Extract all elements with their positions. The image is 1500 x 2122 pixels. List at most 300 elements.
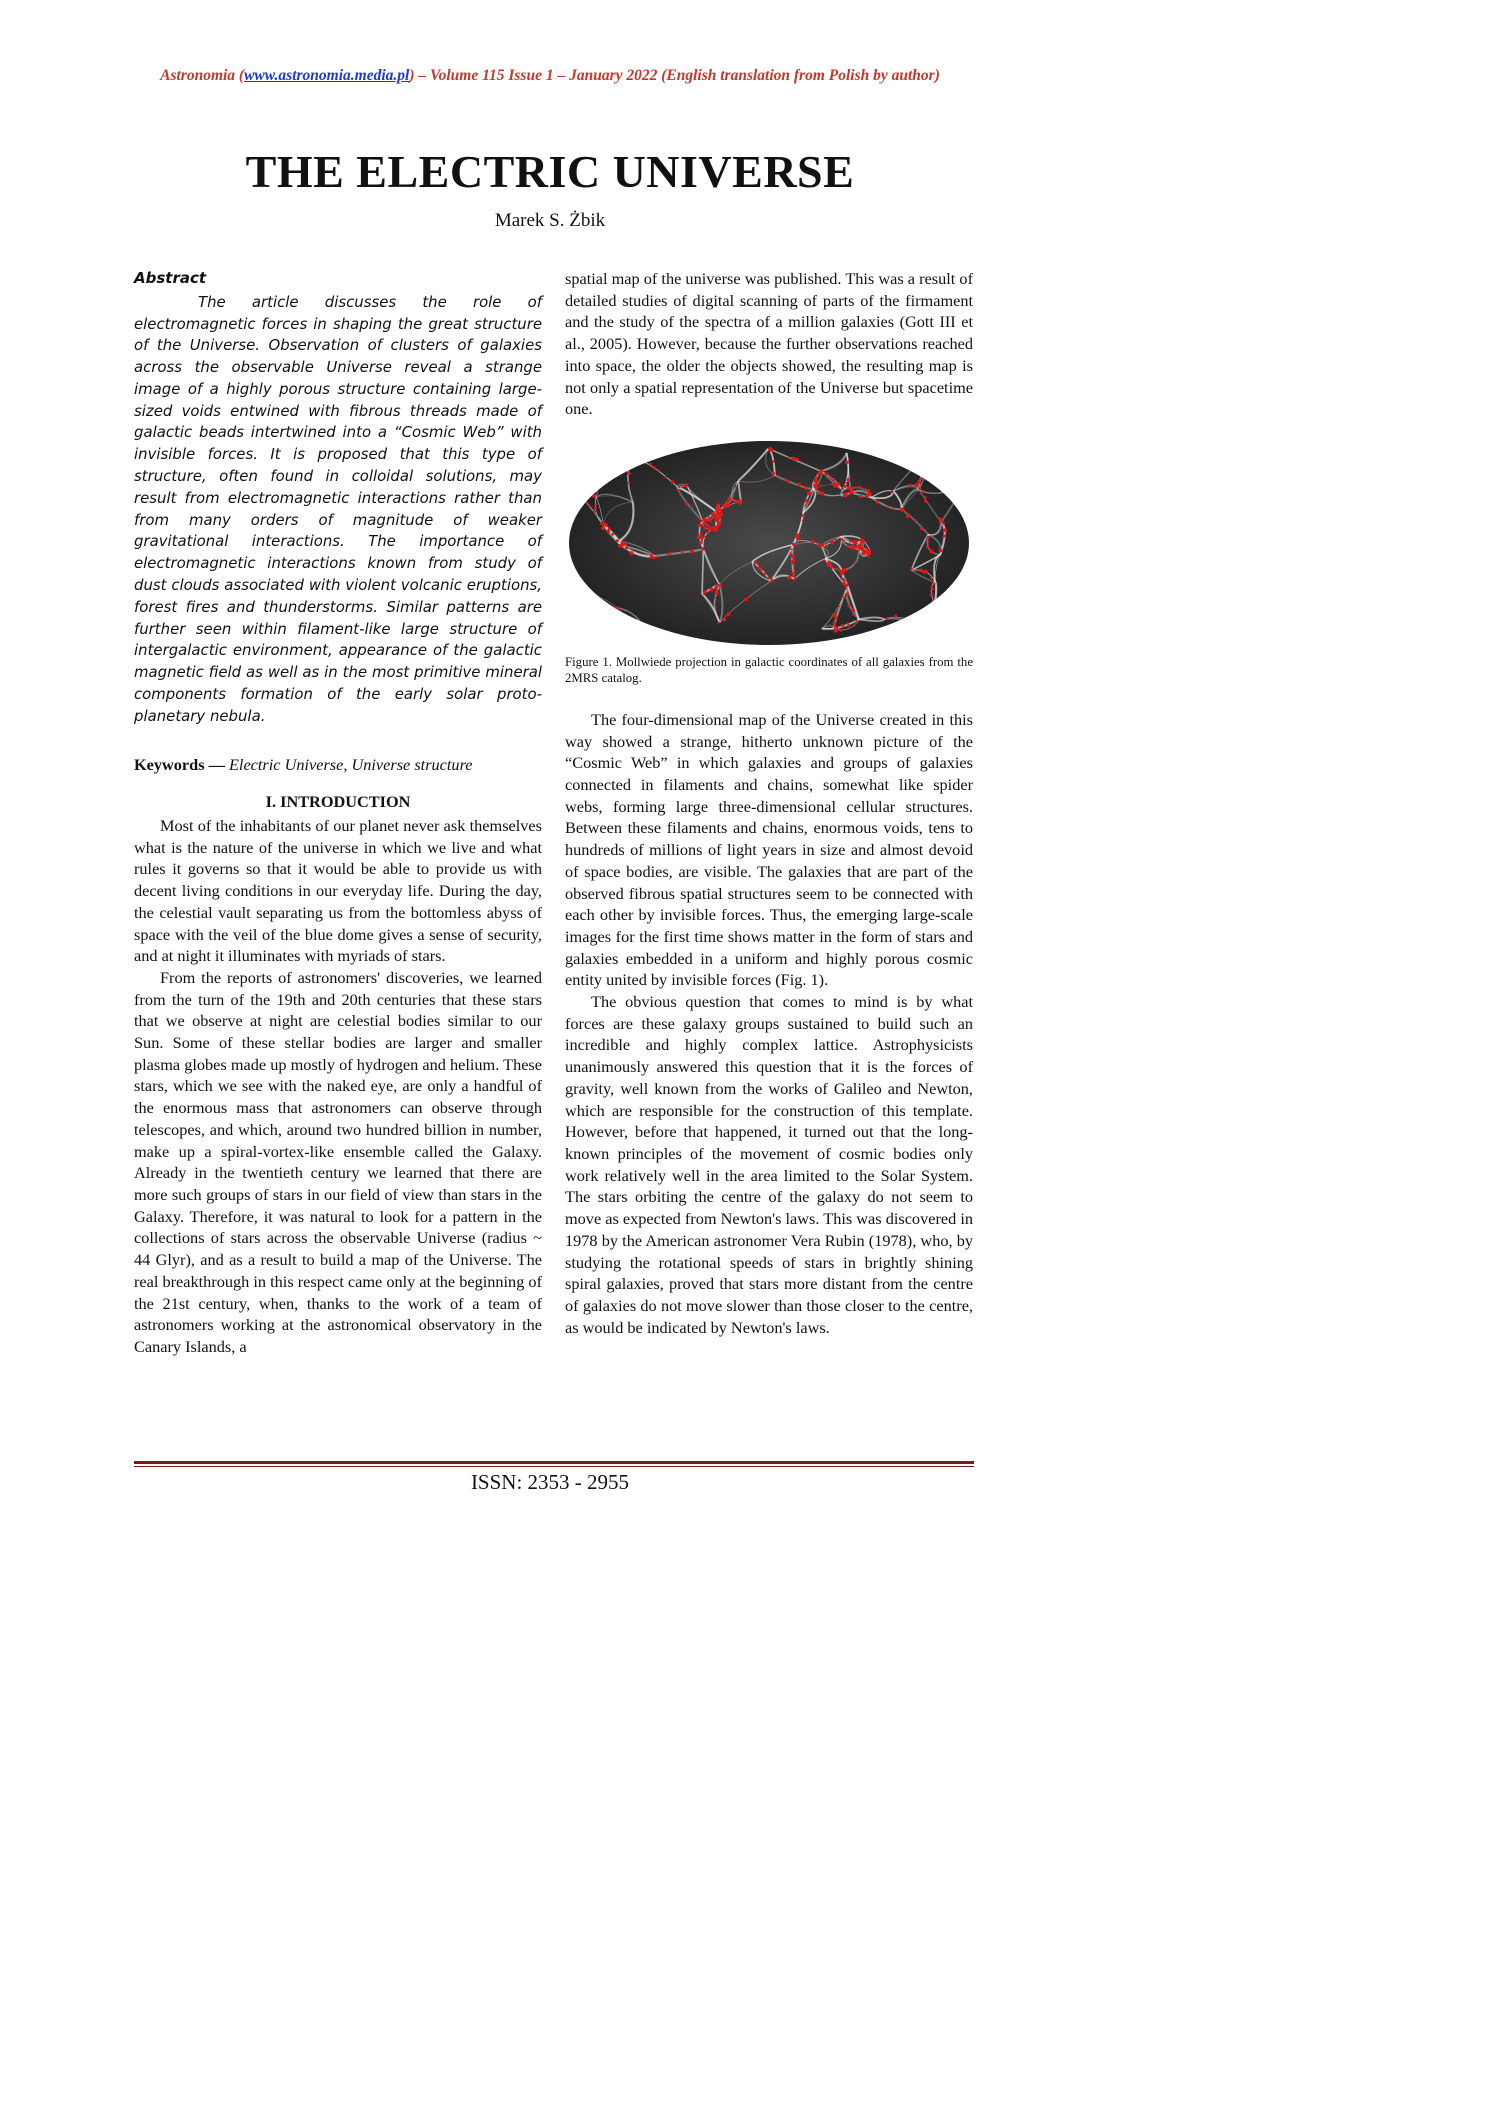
- galaxy-cluster-dot: [690, 506, 692, 508]
- galaxy-cluster-dot: [831, 482, 834, 485]
- galaxy-cluster-dot: [714, 512, 715, 513]
- galaxy-cluster-dot: [623, 627, 627, 631]
- galaxy-cluster-dot: [791, 569, 793, 571]
- galaxy-cluster-dot: [732, 499, 734, 501]
- galaxy-cluster-dot: [587, 604, 591, 608]
- galaxy-cluster-dot: [797, 483, 801, 487]
- filament-strand: [573, 624, 581, 627]
- galaxy-cluster-dot: [594, 507, 597, 510]
- galaxy-cluster-dot: [707, 515, 710, 518]
- galaxy-cluster-dot: [838, 482, 840, 484]
- galaxy-cluster-dot: [588, 504, 590, 506]
- galaxy-cluster-dot: [593, 510, 596, 513]
- galaxy-cluster-dot: [594, 447, 597, 450]
- galaxy-cluster-dot: [821, 471, 823, 473]
- galaxy-cluster-dot: [620, 617, 623, 620]
- galaxy-cluster-dot: [581, 623, 585, 627]
- galaxy-cluster-dot: [929, 623, 933, 627]
- galaxy-cluster-dot: [929, 452, 931, 454]
- galaxy-cluster-dot: [619, 631, 621, 633]
- galaxy-cluster-dot: [720, 513, 723, 516]
- galaxy-cluster-dot: [807, 492, 810, 495]
- filament-strand: [615, 607, 616, 627]
- galaxy-cluster-dot: [703, 522, 706, 525]
- galaxy-cluster-dot: [928, 452, 931, 455]
- keywords-label: Keywords —: [134, 754, 225, 774]
- galaxy-cluster-dot: [805, 499, 809, 503]
- galaxy-cluster-dot: [701, 536, 704, 539]
- galaxy-cluster-dot: [857, 622, 858, 623]
- galaxy-cluster-dot: [846, 545, 849, 548]
- galaxy-cluster-dot: [887, 506, 889, 508]
- galaxy-cluster-dot: [792, 560, 794, 562]
- galaxy-cluster-dot: [754, 561, 758, 565]
- galaxy-cluster-dot: [579, 619, 583, 623]
- galaxy-cluster-dot: [856, 546, 859, 549]
- galaxy-cluster-dot: [698, 517, 701, 520]
- galaxy-cluster-dot: [616, 539, 619, 542]
- galaxy-cluster-dot: [573, 624, 576, 627]
- galaxy-cluster-dot: [924, 496, 926, 498]
- filament-strand: [577, 442, 603, 492]
- galaxy-cluster-dot: [770, 580, 772, 582]
- galaxy-cluster-dot: [842, 599, 844, 601]
- galaxy-cluster-dot: [914, 483, 916, 485]
- galaxy-cluster-dot: [690, 549, 694, 553]
- galaxy-cluster-dot: [847, 604, 850, 607]
- galaxy-cluster-dot: [629, 634, 631, 636]
- galaxy-cluster-dot: [757, 566, 760, 569]
- galaxy-cluster-dot: [665, 476, 667, 478]
- galaxy-cluster-dot: [575, 619, 579, 623]
- galaxy-cluster-dot: [579, 622, 581, 624]
- galaxy-cluster-dot: [703, 526, 705, 528]
- galaxy-cluster-dot: [802, 514, 804, 516]
- galaxy-cluster-dot: [716, 610, 718, 612]
- filament-strand: [929, 453, 963, 486]
- galaxy-cluster-dot: [788, 576, 791, 579]
- galaxy-cluster-dot: [669, 551, 672, 554]
- galaxy-cluster-dot: [626, 452, 628, 454]
- galaxy-cluster-dot: [655, 556, 657, 558]
- galaxy-cluster-dot: [921, 493, 924, 496]
- galaxy-cluster-dot: [615, 624, 617, 626]
- galaxy-cluster-dot: [613, 445, 616, 448]
- galaxy-cluster-dot: [704, 518, 708, 522]
- galaxy-cluster-dot: [583, 618, 585, 620]
- galaxy-cluster-dot: [600, 521, 604, 525]
- galaxy-cluster-dot: [925, 617, 928, 620]
- galaxy-cluster-dot: [594, 503, 597, 506]
- galaxy-cluster-dot: [804, 505, 805, 506]
- galaxy-cluster-dot: [622, 628, 626, 632]
- galaxy-cluster-dot: [794, 569, 795, 570]
- galaxy-cluster-dot: [630, 551, 634, 555]
- galaxy-cluster-dot: [579, 494, 580, 495]
- galaxy-cluster-dot: [616, 447, 618, 449]
- galaxy-cluster-dot: [606, 525, 608, 527]
- galaxy-cluster-dot: [804, 487, 807, 490]
- section-heading-introduction: I. INTRODUCTION: [265, 792, 411, 812]
- galaxy-cluster-dot: [833, 624, 836, 627]
- galaxy-cluster-dot: [799, 542, 802, 545]
- galaxy-cluster-dot: [626, 631, 629, 634]
- galaxy-cluster-dot: [853, 562, 855, 564]
- galaxy-cluster-dot: [599, 600, 601, 602]
- galaxy-cluster-dot: [630, 463, 632, 465]
- galaxy-cluster-dot: [649, 557, 650, 558]
- galaxy-cluster-dot: [667, 554, 670, 557]
- galaxy-cluster-dot: [919, 623, 922, 626]
- filament-strand: [574, 597, 593, 626]
- galaxy-cluster-dot: [699, 541, 703, 545]
- galaxy-cluster-dot: [653, 466, 656, 469]
- galaxy-cluster-dot: [583, 469, 585, 471]
- galaxy-cluster-dot: [891, 490, 894, 493]
- galaxy-cluster-dot: [734, 501, 736, 503]
- galaxy-cluster-dot: [923, 619, 925, 621]
- intro-paragraph-4: The obvious question that comes to mind is by what forces are these galaxy groups sustained to build such an incredible and highly complex lattice. Astrophysicists unanimously answered this question that it is the forces of gravity, well known from the works of Galileo and Newton, which are responsible for the construction of this template. However, before that happened, it turned out that the long-known principles of the movement of cosmic bodies only work relatively well in the area limited to the Solar System. The stars orbiting the centre of the galaxy do not seem to move as expected from Newton's laws. This was discovered in 1978 by the American astronomer Vera Rubin (1978), who, by studying the rotational speeds of stars in brightly shining spiral galaxies, proved that stars more distant from the centre of galaxies do not move slower than those closer to the centre, as would be indicated by Newton's laws.: [565, 992, 973, 1337]
- galaxy-cluster-dot: [606, 441, 608, 443]
- filament-strand: [573, 620, 581, 627]
- galaxy-cluster-dot: [578, 494, 581, 497]
- galaxy-cluster-dot: [588, 455, 590, 457]
- galaxy-cluster-dot: [617, 535, 618, 536]
- galaxy-cluster-dot: [917, 484, 919, 486]
- galaxy-cluster-dot: [923, 621, 927, 625]
- galaxy-cluster-dot: [771, 472, 775, 476]
- galaxy-cluster-dot: [841, 487, 844, 490]
- galaxy-cluster-dot: [800, 461, 801, 462]
- galaxy-cluster-dot: [701, 547, 705, 551]
- galaxy-cluster-dot: [953, 473, 956, 476]
- galaxy-cluster-dot: [626, 626, 629, 629]
- galaxy-cluster-dot: [590, 607, 592, 609]
- filament-strand: [917, 622, 920, 626]
- galaxy-cluster-dot: [833, 614, 836, 617]
- galaxy-cluster-dot: [738, 500, 740, 502]
- galaxy-cluster-dot: [792, 543, 795, 546]
- galaxy-cluster-dot: [932, 552, 934, 554]
- galaxy-cluster-dot: [824, 472, 828, 476]
- galaxy-cluster-dot: [852, 613, 854, 615]
- galaxy-cluster-dot: [851, 608, 855, 612]
- galaxy-cluster-dot: [678, 485, 681, 488]
- filament-strand: [920, 622, 931, 626]
- galaxy-cluster-dot: [868, 549, 871, 552]
- galaxy-cluster-dot: [840, 538, 843, 541]
- galaxy-cluster-dot: [787, 457, 789, 459]
- intro-paragraph-2: From the reports of astronomers' discoveries, we learned from the turn of the 19th and 20th centuries that these stars that we observe at night are celestial bodies similar to our Sun. Some of these stellar bodies are larger and smaller plasma globes made up mostly of hydrogen and helium. These stars, which we see with the naked eye, are only a handful of the enormous mass that astronomers can observe through telescopes, and which, around two hundred billion in number, make up a spiral-vortex-like ensemble called the Galaxy. Already in the twentieth century we learned that there are more such groups of stars in our field of view than stars in the Galaxy. Therefore, it was natural to look for a pattern in the collections of stars across the observable Universe (radius ~ 44 Glyr), and as a result to build a map of the Universe. The real breakthrough in this respect came only at the beginning of the 21st century, when, thanks to the work of a team of astronomers working at the astronomical observatory in the Canary Islands, a: [134, 967, 542, 1356]
- filament-strand: [616, 628, 647, 639]
- galaxy-cluster-dot: [617, 627, 620, 630]
- galaxy-cluster-dot: [588, 606, 591, 609]
- galaxy-cluster-dot: [583, 461, 587, 465]
- galaxy-cluster-dot: [715, 585, 717, 587]
- galaxy-cluster-dot: [811, 540, 815, 544]
- galaxy-cluster-dot: [576, 631, 579, 634]
- galaxy-cluster-dot: [829, 476, 832, 479]
- galaxy-cluster-dot: [643, 637, 645, 639]
- intro-paragraph-1: Most of the inhabitants of our planet never ask themselves what is the nature of the universe in which we live and what rules it governs so that it would be able to provide us with decent living conditions in our everyday life. During the day, the celestial vault separating us from the bottomless abyss of space with the veil of the blue dome gives a sense of security, and at night it illuminates with myriads of stars.: [134, 816, 542, 966]
- galaxy-cluster-dot: [937, 459, 938, 460]
- galaxy-cluster-dot: [831, 541, 834, 544]
- galaxy-cluster-dot: [630, 462, 632, 464]
- galaxy-cluster-dot: [767, 577, 770, 580]
- filament-strand: [603, 442, 633, 457]
- keywords: [134, 754, 542, 776]
- galaxy-cluster-dot: [816, 476, 818, 478]
- galaxy-cluster-dot: [700, 519, 703, 522]
- galaxy-cluster-dot: [764, 572, 767, 575]
- galaxy-cluster-dot: [850, 545, 854, 549]
- footer-rule-thin: [134, 1466, 974, 1467]
- galaxy-cluster-dot: [583, 617, 587, 621]
- galaxy-cluster-dot: [917, 481, 920, 484]
- filament-strand: [603, 442, 633, 457]
- galaxy-cluster-dot: [840, 577, 843, 580]
- galaxy-cluster-dot: [710, 588, 713, 591]
- mollweide-galaxy-map: [565, 438, 973, 648]
- galaxy-cluster-dot: [716, 517, 718, 519]
- abstract-text: The article discusses the role of electromagnetic forces in shaping the great structure of the Universe. Observation of clusters of galaxies across the observable Universe reveal a strange image of a highly porous structure containing large-sized voids entwined with fibrous threads made of galactic beads intertwined into a “Cosmic Web” with invisible forces. It is proposed that this type of structure, often found in colloidal solutions, may result from electromagnetic interactions rather than from many orders of magnitude of weaker gravitational interactions. The importance of electromagnetic interactions known from study of dust clouds associated with violent volcanic eruptions, forest fires and thunderstorms. Similar patterns are further seen within filament-like large structure of intergalactic environment, appearance of the galactic magnetic field as well as in the most primitive mineral components formation of the early solar proto-planetary nebula.: [134, 292, 542, 725]
- galaxy-cluster-dot: [670, 480, 674, 484]
- galaxy-cluster-dot: [942, 522, 945, 525]
- galaxy-cluster-dot: [847, 478, 851, 482]
- filament-strand: [627, 628, 647, 637]
- galaxy-cluster-dot: [865, 550, 867, 552]
- galaxy-cluster-dot: [719, 584, 722, 587]
- galaxy-cluster-dot: [927, 615, 928, 616]
- filament-strand: [580, 597, 593, 623]
- galaxy-cluster-dot: [795, 457, 798, 460]
- galaxy-cluster-dot: [611, 533, 614, 536]
- galaxy-cluster-dot: [601, 600, 603, 602]
- filament-strand: [920, 622, 921, 627]
- galaxy-cluster-dot: [717, 520, 719, 522]
- galaxy-cluster-dot: [830, 541, 832, 543]
- galaxy-cluster-dot: [926, 622, 930, 626]
- galaxy-cluster-dot: [876, 500, 880, 504]
- galaxy-cluster-dot: [717, 621, 720, 624]
- galaxy-cluster-dot: [792, 556, 794, 558]
- galaxy-cluster-dot: [925, 570, 928, 573]
- galaxy-cluster-dot: [612, 617, 615, 620]
- galaxy-cluster-dot: [627, 453, 630, 456]
- galaxy-cluster-dot: [923, 616, 927, 620]
- galaxy-cluster-dot: [589, 606, 593, 610]
- galaxy-cluster-dot: [910, 568, 913, 571]
- galaxy-cluster-dot: [924, 499, 927, 502]
- galaxy-cluster-dot: [589, 494, 592, 497]
- filament-strand: [931, 605, 936, 625]
- filament-strand: [616, 628, 647, 638]
- filament-strand: [614, 607, 617, 627]
- galaxy-cluster-dot: [847, 486, 849, 488]
- galaxy-cluster-dot: [593, 599, 595, 601]
- galaxy-cluster-dot: [726, 499, 730, 503]
- galaxy-cluster-dot: [817, 473, 820, 476]
- galaxy-cluster-dot: [615, 611, 618, 614]
- galaxy-cluster-dot: [927, 625, 929, 627]
- galaxy-cluster-dot: [906, 514, 910, 518]
- galaxy-cluster-dot: [819, 484, 821, 486]
- galaxy-cluster-dot: [586, 501, 588, 503]
- galaxy-cluster-dot: [624, 621, 628, 625]
- galaxy-cluster-dot: [922, 620, 924, 622]
- galaxy-cluster-dot: [679, 492, 681, 494]
- galaxy-cluster-dot: [707, 589, 709, 591]
- galaxy-cluster-dot: [715, 590, 719, 594]
- galaxy-cluster-dot: [571, 624, 573, 626]
- galaxy-cluster-dot: [778, 475, 780, 477]
- galaxy-cluster-dot: [576, 618, 579, 621]
- galaxy-cluster-dot: [865, 488, 867, 490]
- galaxy-cluster-dot: [607, 529, 610, 532]
- galaxy-cluster-dot: [841, 624, 844, 627]
- galaxy-cluster-dot: [581, 466, 584, 469]
- galaxy-cluster-dot: [862, 552, 865, 555]
- filament-strand: [573, 624, 582, 632]
- galaxy-cluster-dot: [714, 597, 716, 599]
- galaxy-cluster-dot: [772, 460, 775, 463]
- filament-strand: [920, 625, 931, 627]
- galaxy-cluster-dot: [570, 624, 572, 626]
- galaxy-cluster-dot: [841, 571, 843, 573]
- galaxy-cluster-dot: [630, 454, 632, 456]
- galaxy-cluster-dot: [933, 460, 936, 463]
- galaxy-cluster-dot: [634, 457, 637, 460]
- galaxy-cluster-dot: [847, 461, 849, 463]
- galaxy-cluster-dot: [727, 612, 731, 616]
- galaxy-cluster-dot: [867, 489, 870, 492]
- galaxy-cluster-dot: [750, 596, 751, 597]
- galaxy-cluster-dot: [791, 457, 795, 461]
- galaxy-cluster-dot: [916, 486, 918, 488]
- filament-strand: [572, 624, 574, 628]
- galaxy-cluster-dot: [587, 608, 588, 609]
- intro-paragraph-2-continued: spatial map of the universe was published. This was a result of detailed studies of digital scanning of parts of the firmament and the study of the spectra of a million galaxies (Gott III et al., 2005). However, because the further observations reached into space, the older the objects showed, the resulting map is not only a spatial representation of the Universe but spacetime one.: [565, 269, 973, 419]
- filament-strand: [627, 628, 647, 637]
- galaxy-cluster-dot: [883, 617, 885, 619]
- galaxy-cluster-dot: [789, 552, 792, 555]
- galaxy-cluster-dot: [699, 532, 702, 535]
- author-name: Marek S. Żbik: [494, 210, 606, 231]
- galaxy-cluster-dot: [844, 594, 846, 596]
- galaxy-cluster-dot: [604, 602, 606, 604]
- galaxy-cluster-dot: [591, 605, 594, 608]
- galaxy-cluster-dot: [943, 528, 947, 532]
- galaxy-cluster-dot: [858, 546, 862, 550]
- galaxy-cluster-dot: [938, 548, 942, 552]
- galaxy-cluster-dot: [578, 621, 580, 623]
- galaxy-cluster-dot: [866, 553, 870, 557]
- galaxy-cluster-dot: [846, 588, 848, 590]
- galaxy-cluster-dot: [932, 587, 935, 590]
- galaxy-cluster-dot: [920, 527, 924, 531]
- galaxy-cluster-dot: [911, 618, 913, 620]
- filament-strand: [581, 597, 593, 623]
- figure-1-caption: Figure 1. Mollwiede projection in galactic coordinates of all galaxies from the 2MRS catalog.: [565, 654, 973, 686]
- galaxy-cluster-dot: [817, 543, 820, 546]
- galaxy-cluster-dot: [627, 472, 630, 475]
- galaxy-cluster-dot: [790, 548, 792, 550]
- galaxy-cluster-dot: [918, 568, 922, 572]
- paper-title: THE ELECTRIC UNIVERSE: [245, 146, 855, 197]
- galaxy-cluster-dot: [678, 489, 679, 490]
- galaxy-cluster-dot: [604, 440, 608, 444]
- filament-strand: [574, 624, 581, 627]
- galaxy-cluster-dot: [581, 491, 585, 495]
- right-column: [565, 268, 973, 1338]
- galaxy-cluster-dot: [857, 549, 858, 550]
- issn-footer: ISSN: 2353 - 2955: [470, 1470, 630, 1494]
- galaxy-cluster-dot: [601, 526, 605, 530]
- galaxy-cluster-dot: [581, 627, 583, 629]
- galaxy-cluster-dot: [931, 454, 934, 457]
- galaxy-cluster-dot: [621, 541, 625, 545]
- filament-strand: [920, 624, 930, 626]
- figure-1: [565, 438, 973, 648]
- galaxy-cluster-dot: [846, 482, 848, 484]
- galaxy-cluster-dot: [866, 548, 868, 550]
- galaxy-cluster-dot: [843, 494, 847, 498]
- galaxy-cluster-dot: [657, 469, 660, 472]
- galaxy-cluster-dot: [920, 477, 923, 480]
- galaxy-cluster-dot: [579, 631, 581, 633]
- galaxy-cluster-dot: [634, 637, 635, 638]
- galaxy-cluster-dot: [578, 620, 580, 622]
- galaxy-cluster-dot: [792, 573, 793, 574]
- galaxy-cluster-dot: [632, 634, 634, 636]
- galaxy-cluster-dot: [577, 631, 579, 633]
- galaxy-cluster-dot: [892, 507, 894, 509]
- galaxy-cluster-dot: [590, 598, 593, 601]
- galaxy-cluster-dot: [569, 621, 573, 625]
- galaxy-cluster-dot: [570, 625, 572, 627]
- galaxy-cluster-dot: [834, 538, 836, 540]
- galaxy-cluster-dot: [814, 484, 817, 487]
- galaxy-cluster-dot: [626, 464, 630, 468]
- filament-strand: [577, 442, 603, 492]
- galaxy-cluster-dot: [834, 629, 838, 633]
- galaxy-cluster-dot: [592, 494, 595, 497]
- galaxy-cluster-dot: [728, 497, 730, 499]
- galaxy-cluster-dot: [796, 533, 800, 537]
- galaxy-cluster-dot: [927, 453, 930, 456]
- galaxy-cluster-dot: [842, 595, 845, 598]
- galaxy-cluster-dot: [620, 617, 622, 619]
- galaxy-cluster-dot: [705, 524, 707, 526]
- galaxy-cluster-dot: [901, 508, 905, 512]
- intro-paragraph-3: The four-dimensional map of the Universe created in this way showed a strange, hitherto unknown picture of the “Cosmic Web” in which galaxies and groups of galaxies connected in filaments and chains, somewhat like spider webs, forming large three-dimensional cellular structures. Between these filaments and chains, enormous voids, tens to hundreds of millions of light years in size and almost devoid of space bodies, are visible. The galaxies that are part of the observed fibrous spatial structures seem to be connected with each other by invisible forces. Thus, the emerging large-scale images for the first time shows matter in the form of stars and galaxies embedded in a uniform and highly porous cosmic entity united by invisible forces (Fig. 1).: [565, 709, 973, 990]
- galaxy-cluster-dot: [591, 601, 594, 604]
- galaxy-cluster-dot: [760, 569, 763, 572]
- galaxy-cluster-dot: [684, 484, 686, 486]
- galaxy-cluster-dot: [613, 624, 615, 626]
- journal-url-link[interactable]: www.astronomia.media.pl: [244, 67, 410, 84]
- galaxy-cluster-dot: [865, 495, 868, 498]
- galaxy-cluster-dot: [918, 487, 921, 490]
- galaxy-cluster-dot: [861, 539, 865, 543]
- galaxy-cluster-dot: [933, 583, 935, 585]
- galaxy-cluster-dot: [855, 619, 857, 621]
- galaxy-cluster-dot: [930, 453, 932, 455]
- galaxy-cluster-dot: [571, 624, 574, 627]
- filament-strand: [570, 626, 575, 629]
- galaxy-cluster-dot: [842, 582, 846, 586]
- galaxy-cluster-dot: [827, 564, 829, 566]
